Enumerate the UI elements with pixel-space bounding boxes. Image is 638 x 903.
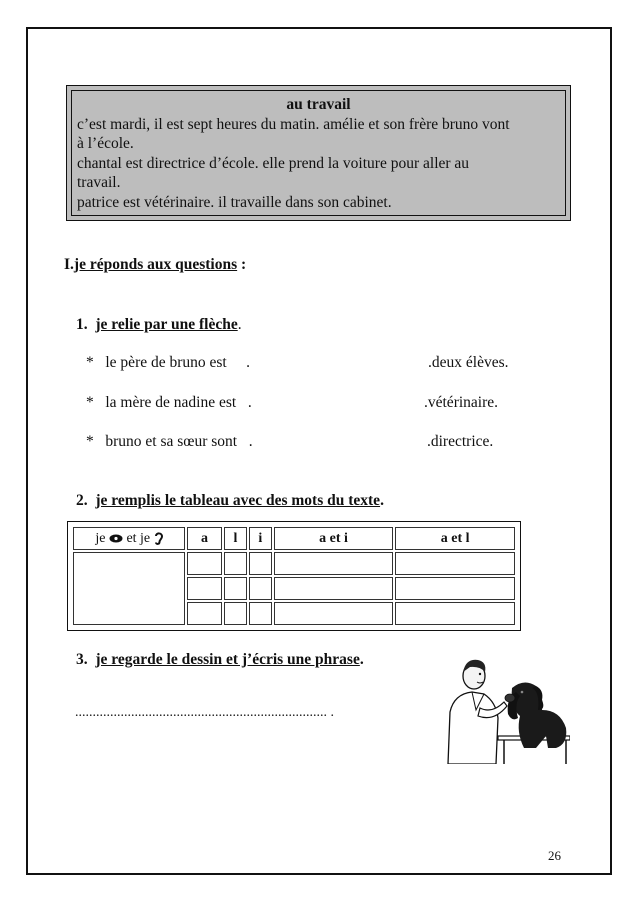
exercise-title: je relie par une flèche	[95, 316, 238, 333]
reading-line: c’est mardi, il est sept heures du matin. amélie et son frère bruno vont	[77, 115, 510, 133]
answer-cell[interactable]	[224, 602, 247, 625]
exercise-period: .	[237, 316, 242, 333]
table-header: l	[224, 527, 247, 550]
page-number: 26	[548, 848, 561, 863]
answer-cell[interactable]	[224, 577, 247, 600]
exercise-title: je regarde le dessin et j’écris une phrase	[95, 651, 360, 668]
match-right-item: .deux élèves.	[428, 354, 509, 371]
answer-cell[interactable]	[274, 602, 394, 625]
section-title: je réponds aux questions	[73, 256, 238, 273]
exercise-3-heading	[76, 651, 364, 669]
header-text: et je	[126, 530, 151, 546]
match-left-item: * bruno et sa sœur sont .	[86, 433, 253, 450]
exercise-number: 2.	[76, 492, 88, 509]
answer-line[interactable]: ........................................................................ .	[75, 705, 334, 720]
header-text: je	[95, 530, 106, 546]
match-right-item: .vétérinaire.	[424, 394, 499, 411]
reading-text-box	[67, 86, 570, 220]
exercise-2-heading	[76, 492, 384, 510]
table-header-see-hear	[73, 527, 185, 550]
exercise-period: .	[359, 651, 364, 668]
answer-cell[interactable]	[249, 602, 272, 625]
match-left-item: * la mère de nadine est .	[86, 394, 252, 411]
match-left-item: * le père de bruno est .	[86, 354, 250, 371]
exercise-title: je remplis le tableau avec des mots du texte	[95, 492, 381, 509]
ear-icon	[154, 532, 163, 545]
exercise-number: 1.	[76, 316, 88, 333]
answer-cell[interactable]	[224, 552, 247, 575]
section-colon: :	[237, 256, 247, 273]
answer-cell[interactable]	[187, 577, 222, 600]
reading-title: au travail	[286, 96, 351, 113]
vet-with-dog-illustration	[440, 652, 570, 764]
table-header: a	[187, 527, 222, 550]
reading-line: patrice est vétérinaire. il travaille dans son cabinet.	[77, 193, 392, 211]
answer-cell[interactable]	[249, 552, 272, 575]
answer-cell[interactable]	[187, 602, 222, 625]
reading-line: chantal est directrice d’école. elle prend la voiture pour aller au	[77, 154, 470, 172]
answer-cell[interactable]	[187, 552, 222, 575]
table-header: a et i	[274, 527, 394, 550]
word-table	[67, 521, 521, 631]
exercise-1-heading	[76, 316, 242, 334]
answer-cell[interactable]	[274, 552, 394, 575]
section-number: I.	[64, 256, 74, 273]
table-header: i	[249, 527, 272, 550]
exercise-period: .	[380, 492, 384, 509]
picture-cell[interactable]	[73, 552, 185, 625]
table-header: a et l	[395, 527, 515, 550]
match-right-item: .directrice.	[427, 433, 494, 450]
section-heading	[64, 256, 246, 274]
answer-cell[interactable]	[395, 577, 515, 600]
answer-cell[interactable]	[395, 552, 515, 575]
answer-cell[interactable]	[274, 577, 394, 600]
reading-line: travail.	[77, 174, 121, 191]
eye-icon	[109, 534, 123, 543]
answer-cell[interactable]	[249, 577, 272, 600]
reading-line: à l’école.	[77, 135, 134, 152]
answer-cell[interactable]	[395, 602, 515, 625]
exercise-number: 3.	[76, 651, 88, 668]
